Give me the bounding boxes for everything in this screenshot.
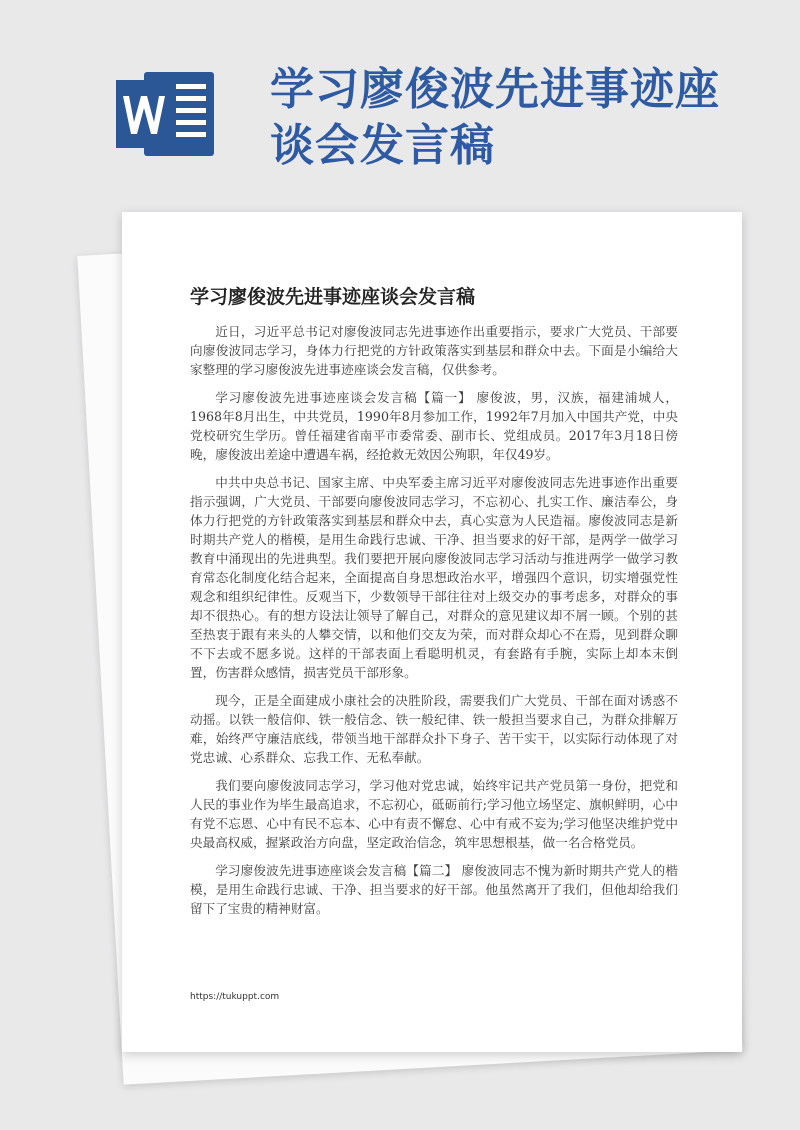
document-title: 学习廖俊波先进事迹座谈会发言稿	[190, 286, 476, 308]
header-title: 学习廖俊波先进事迹座谈会发言稿	[270, 64, 720, 171]
paragraph-1: 学习廖俊波先进事迹座谈会发言稿【篇一】 廖俊波，男，汉族，福建浦城人，1968年8月出生，中共党员，1990年8月参加工作，1992年7月加入中国共产党，中央党校研究生学历。曾任福建省南平市委常委、副市长、党组成员。2017年3月18日傍晚，廖俊波出差途中遭遇车祸，经抢救无效因公殉职，年仅49岁。	[190, 390, 678, 462]
word-document-icon	[110, 64, 220, 164]
paragraph-3: 现今，正是全面建成小康社会的决胜阶段，需要我们广大党员、干部在面对诱惑不动摇。以铁一般信仰、铁一般信念、铁一般纪律、铁一般担当要求自己，为群众排解万难，始终严守廉洁底线，带领当地干部群众扑下身子、苦干实干，以实际行动体现了对党忠诚、心系群众、忘我工作、无私奉献。	[190, 693, 678, 765]
document-body	[190, 322, 678, 927]
paragraph-5: 学习廖俊波先进事迹座谈会发言稿【篇二】 廖俊波同志不愧为新时期共产党人的楷模，是用生命践行忠诚、干净、担当要求的好干部。他虽然离开了我们，但他却给我们留下了宝贵的精神财富。	[190, 863, 678, 916]
paragraph-intro: 近日，习近平总书记对廖俊波同志先进事迹作出重要指示，要求广大党员、干部要向廖俊波同志学习，身体力行把党的方针政策落实到基层和群众中去。下面是小编给大家整理的学习廖俊波先进事迹座谈会发言稿，仅供参考。	[190, 324, 678, 377]
document-page	[122, 212, 742, 1052]
paragraph-2: 中共中央总书记、国家主席、中央军委主席习近平对廖俊波同志先进事迹作出重要指示强调，广大党员、干部要向廖俊波同志学习，不忘初心、扎实工作、廉洁奉公，身体力行把党的方针政策落实到基层和群众中去，真心实意为人民造福。廖俊波同志是新时期共产党人的楷模，是用生命践行忠诚、干净、担当要求的好干部，是两学一做学习教育中涌现出的先进典型。我们要把开展向廖俊波同志学习活动与推进两学一做学习教育常态化制度化结合起来，全面提高自身思想政治水平，增强四个意识，切实增强党性观念和组织纪律性。反观当下，少数领导干部往往对上级交办的事考虑多，对群众的事却不很热心。有的想方设法让领导了解自己，对群众的意见建议却不屑一顾。个别的甚至热衷于跟有来头的人攀交情，以和他们交友为荣，而对群众却心不在焉，见到群众聊不下去或不愿多说。这样的干部表面上看聪明机灵，有套路有手腕，实际上却本末倒置，伤害群众感情，损害党员干部形象。	[190, 475, 678, 680]
paragraph-4: 我们要向廖俊波同志学习，学习他对党忠诚，始终牢记共产党员第一身份，把党和人民的事业作为毕生最高追求，不忘初心，砥砺前行;学习他立场坚定、旗帜鲜明，心中有党不忘恩、心中有民不忘本、心中有责不懈怠、心中有戒不妄为;学习他坚决维护党中央最高权威，握紧政治方向盘，坚定政治信念，筑牢思想根基，做一名合格党员。	[190, 778, 678, 850]
source-url: https://tukuppt.com	[190, 992, 280, 1002]
